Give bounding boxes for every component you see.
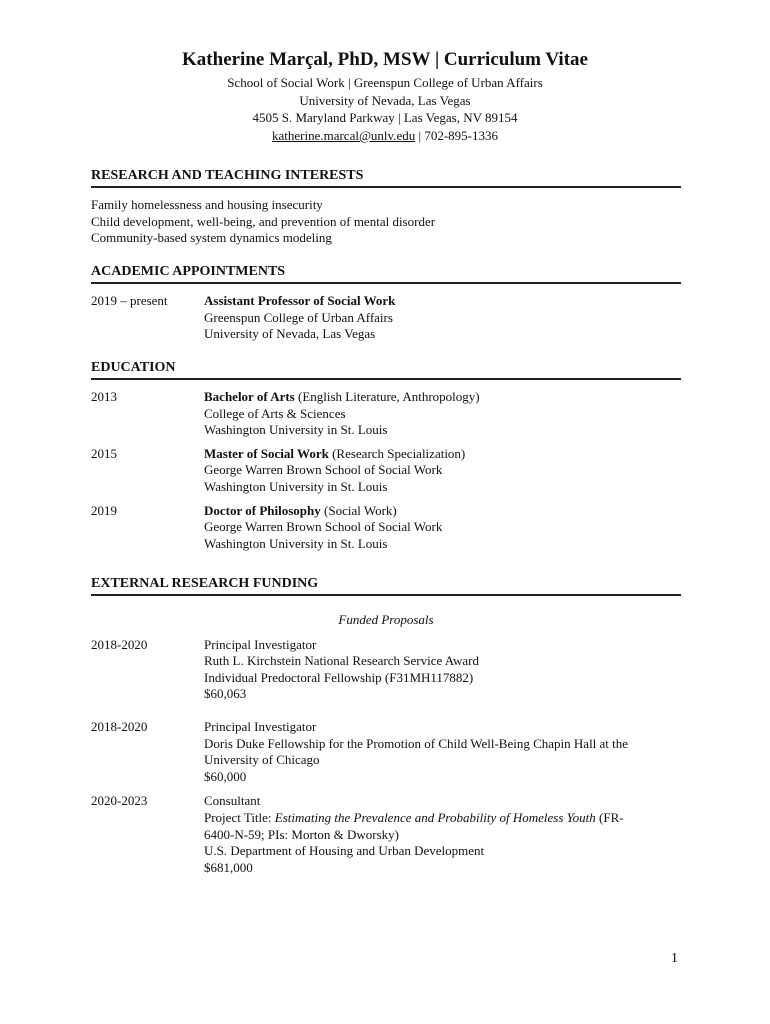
entry-degree-line xyxy=(204,503,681,520)
interest-item: Child development, well-being, and prevention of mental disorder xyxy=(91,213,436,229)
funding-entry xyxy=(91,719,681,785)
entry-date: 2018-2020 xyxy=(91,636,148,652)
entry-line: U.S. Department of Housing and Urban Development xyxy=(204,843,485,859)
page-number: 1 xyxy=(671,951,678,966)
entry-date: 2019 xyxy=(91,502,117,518)
entry-line: George Warren Brown School of Social Work xyxy=(204,462,443,478)
degree-name: Master of Social Work xyxy=(204,445,329,461)
entry-line: Greenspun College of Urban Affairs xyxy=(204,309,393,325)
contact-line xyxy=(0,127,770,145)
entry-date: 2013 xyxy=(91,389,117,404)
entry-role: Principal Investigator xyxy=(204,636,317,652)
appointments-section xyxy=(91,263,681,343)
degree-field: (Research Specialization) xyxy=(328,445,466,461)
section-title: EDUCATION xyxy=(91,359,681,380)
entry-line: George Warren Brown School of Social Work xyxy=(204,519,443,535)
entry-role: Consultant xyxy=(204,793,261,809)
entry-line: 6400-N-59; PIs: Morton & Dworsky) xyxy=(204,826,399,842)
cv-header xyxy=(0,47,770,144)
education-entry xyxy=(91,503,681,553)
funding-amount: $60,000 xyxy=(204,768,247,784)
funding-entry xyxy=(91,637,681,703)
funding-subhead: Funded Proposals xyxy=(338,612,434,627)
project-title-prefix: Project Title: xyxy=(204,809,275,825)
university-line: University of Nevada, Las Vegas xyxy=(299,92,471,108)
funding-amount: $60,063 xyxy=(204,686,247,702)
entry-line: Washington University in St. Louis xyxy=(204,422,388,438)
entry-degree-line xyxy=(204,389,681,406)
education-entry xyxy=(91,389,681,439)
entry-date: 2015 xyxy=(91,445,117,461)
email-link[interactable]: katherine.marcal@unlv.edu xyxy=(271,127,416,143)
entry-date: 2020-2023 xyxy=(91,793,148,809)
entry-line: Washington University in St. Louis xyxy=(204,535,388,551)
education-section xyxy=(91,359,681,552)
funding-entry xyxy=(91,793,681,876)
funding-section xyxy=(91,575,681,876)
entry-date: 2019 – present xyxy=(91,293,168,308)
degree-field: (English Literature, Anthropology) xyxy=(294,389,480,404)
phone-text: | 702-895-1336 xyxy=(415,127,498,143)
funding-amount: $681,000 xyxy=(204,859,253,875)
education-entry xyxy=(91,446,681,496)
entry-role: Assistant Professor of Social Work xyxy=(204,293,396,308)
interest-item: Family homelessness and housing insecurity xyxy=(91,197,323,212)
entry-line: Doris Duke Fellowship for the Promotion of Child Well-Being Chapin Hall at the xyxy=(204,735,629,751)
research-section xyxy=(91,167,681,247)
entry-line: Ruth L. Kirchstein National Research Service Award xyxy=(204,653,479,669)
section-title: ACADEMIC APPOINTMENTS xyxy=(91,263,681,284)
school-line: School of Social Work | Greenspun College of Urban Affairs xyxy=(227,75,543,90)
entry-date: 2018-2020 xyxy=(91,718,148,734)
interest-item: Community-based system dynamics modeling xyxy=(91,230,332,246)
section-title: RESEARCH AND TEACHING INTERESTS xyxy=(91,167,681,188)
project-title-line xyxy=(204,810,681,827)
entry-role: Principal Investigator xyxy=(204,718,317,734)
entry-line: University of Nevada, Las Vegas xyxy=(204,326,376,342)
entry-line: Individual Predoctoral Fellowship (F31MH117882) xyxy=(204,669,474,685)
appointment-entry xyxy=(91,293,681,343)
project-title: Estimating the Prevalence and Probability of Homeless Youth xyxy=(274,809,596,825)
degree-field: (Social Work) xyxy=(320,502,397,518)
entry-line: College of Arts & Sciences xyxy=(204,405,346,421)
project-title-suffix: (FR- xyxy=(595,809,624,825)
page-title: Katherine Marçal, PhD, MSW | Curriculum Vitae xyxy=(182,49,588,70)
entry-line: University of Chicago xyxy=(204,752,320,768)
section-title: EXTERNAL RESEARCH FUNDING xyxy=(91,575,681,596)
entry-line: Washington University in St. Louis xyxy=(204,478,388,494)
degree-name: Doctor of Philosophy xyxy=(204,502,321,518)
address-line: 4505 S. Maryland Parkway | Las Vegas, NV 89154 xyxy=(252,110,518,126)
degree-name: Bachelor of Arts xyxy=(204,389,295,404)
entry-degree-line xyxy=(204,446,681,463)
